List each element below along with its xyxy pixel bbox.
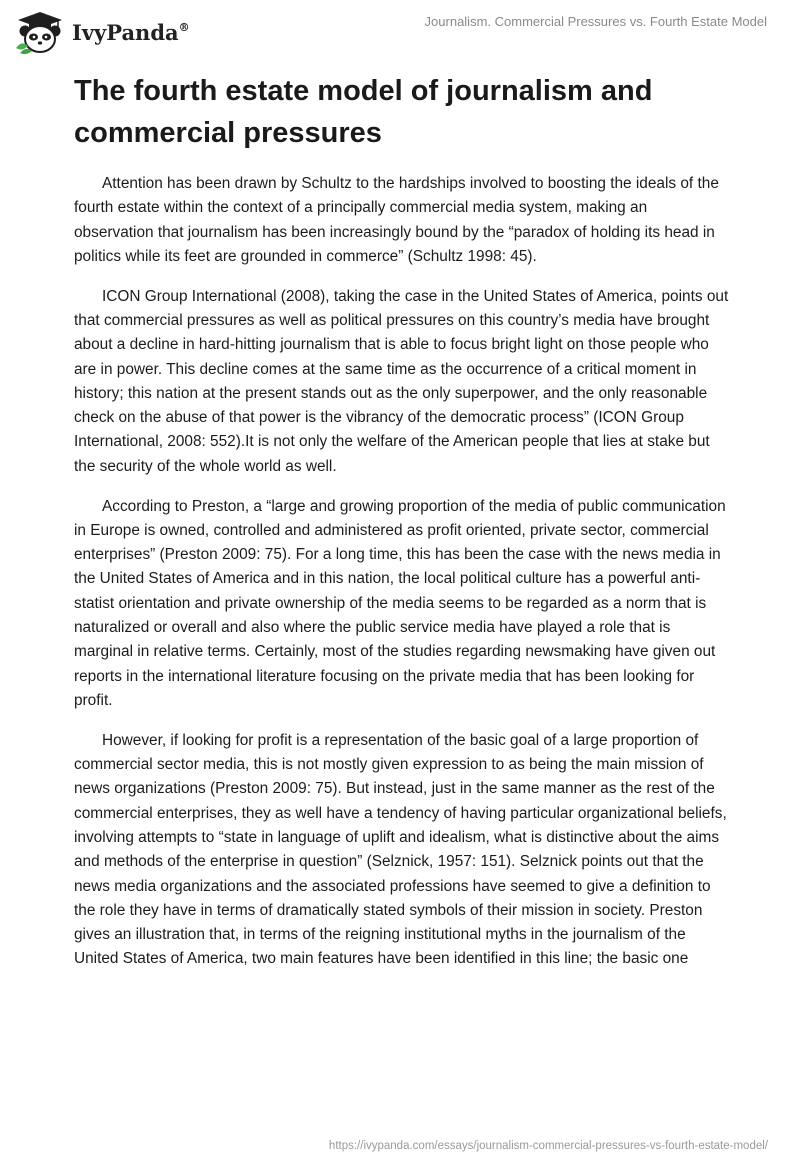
brand-name: IvyPanda® [72, 19, 190, 45]
page-header [0, 0, 800, 64]
paragraph: According to Preston, a “large and growing proportion of the media of public communication in Europe is owned, controlled and administered as profit oriented, private sector, commercial enterprises” (Preston 2009: 75). For a long time, this has been the case with the news media in the United States of America and in this nation, the local political culture has a powerful anti-statist orientation and private ownership of the media seems to be regarded as a norm that is naturalized or overall and also where the public service media have played a role that is marginal in relative terms. Certainly, most of the studies regarding newsmaking have given out reports in the international literature focusing on the private media that has been looking for profit. [74, 497, 726, 709]
article-body [74, 172, 730, 987]
registered-mark: ® [178, 20, 190, 34]
paragraph: Attention has been drawn by Schultz to the hardships involved to boosting the ideals of the fourth estate within the context of a principally commercial media system, making an observation that journalism has been increasingly bound by the “paradox of holding its head in politics while its feet are grounded in commerce” (Schultz 1998: 45). [74, 175, 719, 265]
paragraph: ICON Group International (2008), taking the case in the United States of America, points out that commercial pressures as well as political pressures on this country’s media have brought about a decline in hard-hitting journalism that is able to focus bright light on those people who are in power. This decline comes at the same time as the occurrence of a critical moment in history; this nation at the present stands out as the only superpower, and the only reasonable check on the abuse of that power is the vibrancy of the democratic process” (ICON Group International, 2008: 552).It is not only the welfare of the American people that lies at stake but the security of the whole world as well. [74, 287, 729, 475]
panda-graduate-icon [14, 10, 66, 54]
paragraph: However, if looking for profit is a representation of the basic goal of a large proportion of commercial sector media, this is not mostly given expression to as being the main mission of news organizations (Preston 2009: 75). But instead, just in the same manner as the rest of the commercial enterprises, they as well have a tendency of having particular organizational beliefs, involving attempts to “state in language of uplift and idealism, what is distinctive about the aims and methods of the enterprise in question” (Selznick, 1957: 151). Selznick points out that the news media organizations and the associated professions have seemed to give a definition to the role they have in terms of dramatically stated symbols of their mission in society. Preston gives an illustration that, in terms of the reigning institutional myths in the journalism of the United States of America, two main features have been identified in this line; the basic one [74, 731, 727, 968]
source-url[interactable]: https://ivypanda.com/essays/journalism-commercial-pressures-vs-fourth-estate-model/ [328, 1140, 768, 1152]
document-title: Journalism. Commercial Pressures vs. Fourth Estate Model [424, 14, 767, 29]
article-title: The fourth estate model of journalism and commercial pressures [74, 75, 653, 149]
brand-logo[interactable] [14, 10, 190, 54]
